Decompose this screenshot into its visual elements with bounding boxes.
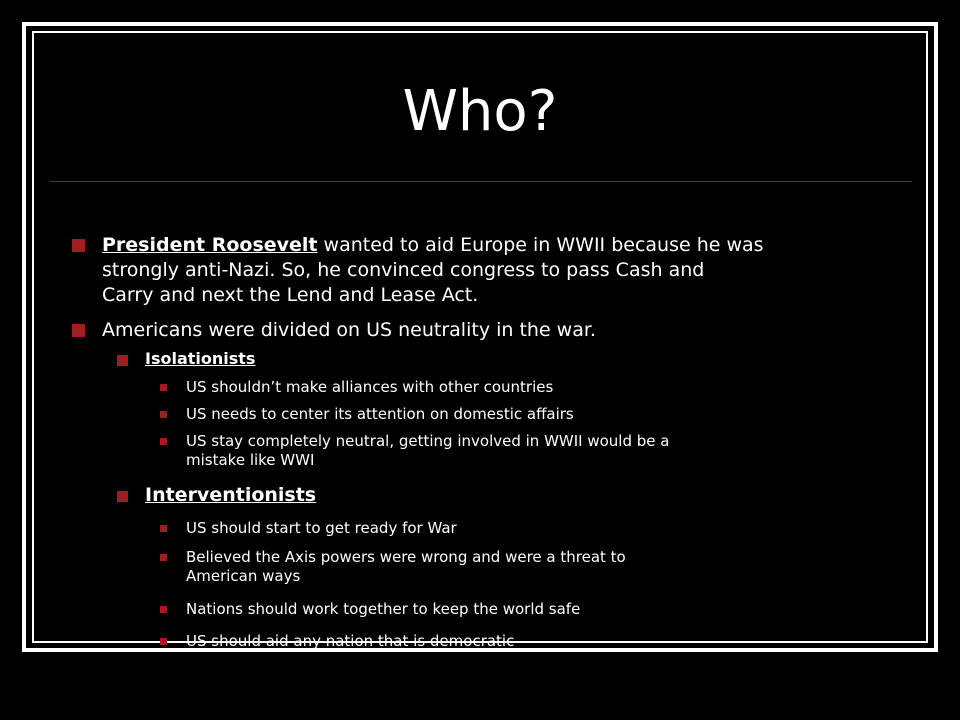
- isolationists-item: US stay completely neutral, getting involved in WWII would be a: [186, 432, 670, 450]
- roosevelt-line1-text: wanted to aid Europe in WWII because he was: [317, 234, 764, 256]
- interventionists-item: Nations should work together to keep the world safe: [186, 600, 581, 618]
- bullet-marker: [160, 606, 167, 613]
- bullet-marker: [160, 525, 167, 532]
- bullet-marker: [160, 638, 167, 645]
- interventionists-item: US should start to get ready for War: [186, 519, 457, 537]
- bullet-marker: [160, 384, 167, 391]
- bullet-marker: [117, 491, 128, 502]
- isolationists-item: US needs to center its attention on domestic affairs: [186, 405, 574, 423]
- bullet-roosevelt-line3: Carry and next the Lend and Lease Act.: [102, 284, 479, 306]
- bullet-marker: [160, 438, 167, 445]
- interventionists-item: Believed the Axis powers were wrong and were a threat to: [186, 548, 626, 566]
- bullet-marker: [72, 324, 85, 337]
- bullet-marker: [72, 239, 85, 252]
- bullet-roosevelt-line1: [102, 234, 764, 257]
- interventionists-heading: Interventionists: [145, 484, 317, 506]
- isolationists-item: US shouldn’t make alliances with other countries: [186, 378, 554, 396]
- interventionists-item-continued: American ways: [186, 567, 301, 585]
- bullet-marker: [160, 411, 167, 418]
- bullet-roosevelt-line2: strongly anti-Nazi. So, he convinced congress to pass Cash and: [102, 259, 705, 281]
- isolationists-heading: Isolationists: [145, 349, 256, 368]
- bullet-americans-divided: Americans were divided on US neutrality in the war.: [102, 319, 596, 341]
- slide-title: Who?: [402, 79, 558, 144]
- isolationists-item-continued: mistake like WWI: [186, 451, 315, 469]
- roosevelt-emphasis: President Roosevelt: [102, 234, 318, 256]
- interventionists-item: US should aid any nation that is democratic: [186, 632, 515, 650]
- title-divider: [50, 181, 912, 182]
- bullet-marker: [160, 554, 167, 561]
- bullet-marker: [117, 355, 128, 366]
